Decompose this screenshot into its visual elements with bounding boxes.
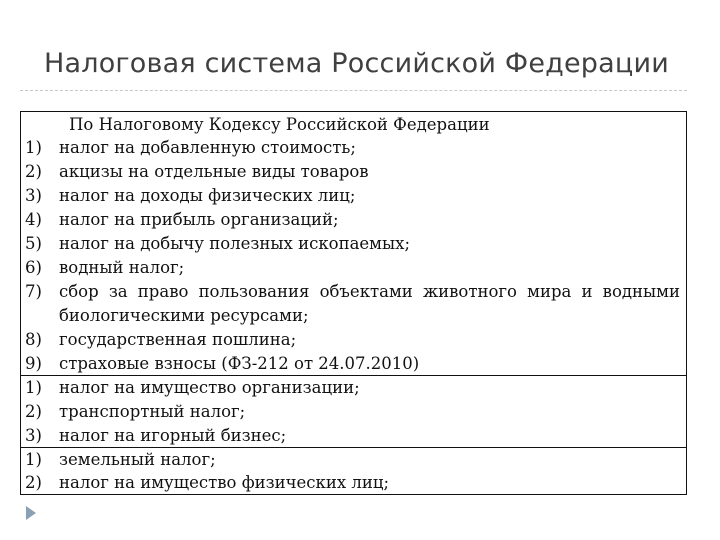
item-number: 2) (25, 402, 42, 421)
item-number: 5) (25, 234, 42, 253)
list-item (21, 424, 686, 448)
item-text: налог на имущество организации; (59, 378, 360, 397)
list-item (21, 208, 686, 232)
tax-list-box (20, 111, 687, 495)
item-text: налог на имущество физических лиц; (59, 473, 390, 492)
item-text: земельный налог; (59, 450, 216, 469)
slide-bullet-arrow-icon (26, 506, 36, 520)
item-number: 8) (25, 330, 42, 349)
word: за (108, 282, 128, 301)
list-item (21, 376, 686, 400)
item-number: 7) (25, 282, 42, 301)
item-number: 1) (25, 450, 42, 469)
item-number: 3) (25, 426, 42, 445)
word: пользования (198, 282, 310, 301)
word: водными (602, 282, 680, 301)
list-item (21, 256, 686, 280)
list-item (21, 400, 686, 424)
word: сбор (59, 282, 99, 301)
list-item (21, 448, 686, 472)
list-item (21, 280, 686, 304)
item-number: 4) (25, 210, 42, 229)
list-header-text: По Налоговому Кодексу Российской Федерации (69, 115, 490, 134)
list-item (21, 352, 686, 376)
title-divider (20, 90, 687, 91)
item-text: акцизы на отдельные виды товаров (59, 162, 369, 181)
item-text: налог на прибыль организаций; (59, 210, 339, 229)
item-text-line1 (59, 280, 680, 304)
list-item (21, 136, 686, 160)
word: право (137, 282, 189, 301)
word: животного (422, 282, 517, 301)
list-item-continuation (21, 304, 686, 328)
item-text: государственная пошлина; (59, 330, 297, 349)
item-number: 2) (25, 473, 42, 492)
item-number: 6) (25, 258, 42, 277)
item-text: налог на добавленную стоимость; (59, 138, 356, 157)
item-number: 1) (25, 138, 42, 157)
item-text: страховые взносы (ФЗ-212 от 24.07.2010) (59, 354, 420, 373)
item-text-line2: биологическими ресурсами; (59, 306, 309, 325)
list-item (21, 184, 686, 208)
word: мира (527, 282, 572, 301)
item-text: налог на игорный бизнес; (59, 426, 287, 445)
word: и (581, 282, 593, 301)
item-text: налог на добычу полезных ископаемых; (59, 234, 411, 253)
list-item (21, 232, 686, 256)
list-header (21, 113, 686, 137)
item-number: 2) (25, 162, 42, 181)
word: объектами (319, 282, 413, 301)
item-text: транспортный налог; (59, 402, 246, 421)
list-item (21, 471, 686, 495)
item-text: налог на доходы физических лиц; (59, 186, 356, 205)
list-item (21, 328, 686, 352)
page-title: Налоговая система Российской Федерации (44, 48, 669, 79)
item-text: водный налог; (59, 258, 185, 277)
item-number: 1) (25, 378, 42, 397)
item-number: 3) (25, 186, 42, 205)
list-item (21, 160, 686, 184)
item-number: 9) (25, 354, 42, 373)
